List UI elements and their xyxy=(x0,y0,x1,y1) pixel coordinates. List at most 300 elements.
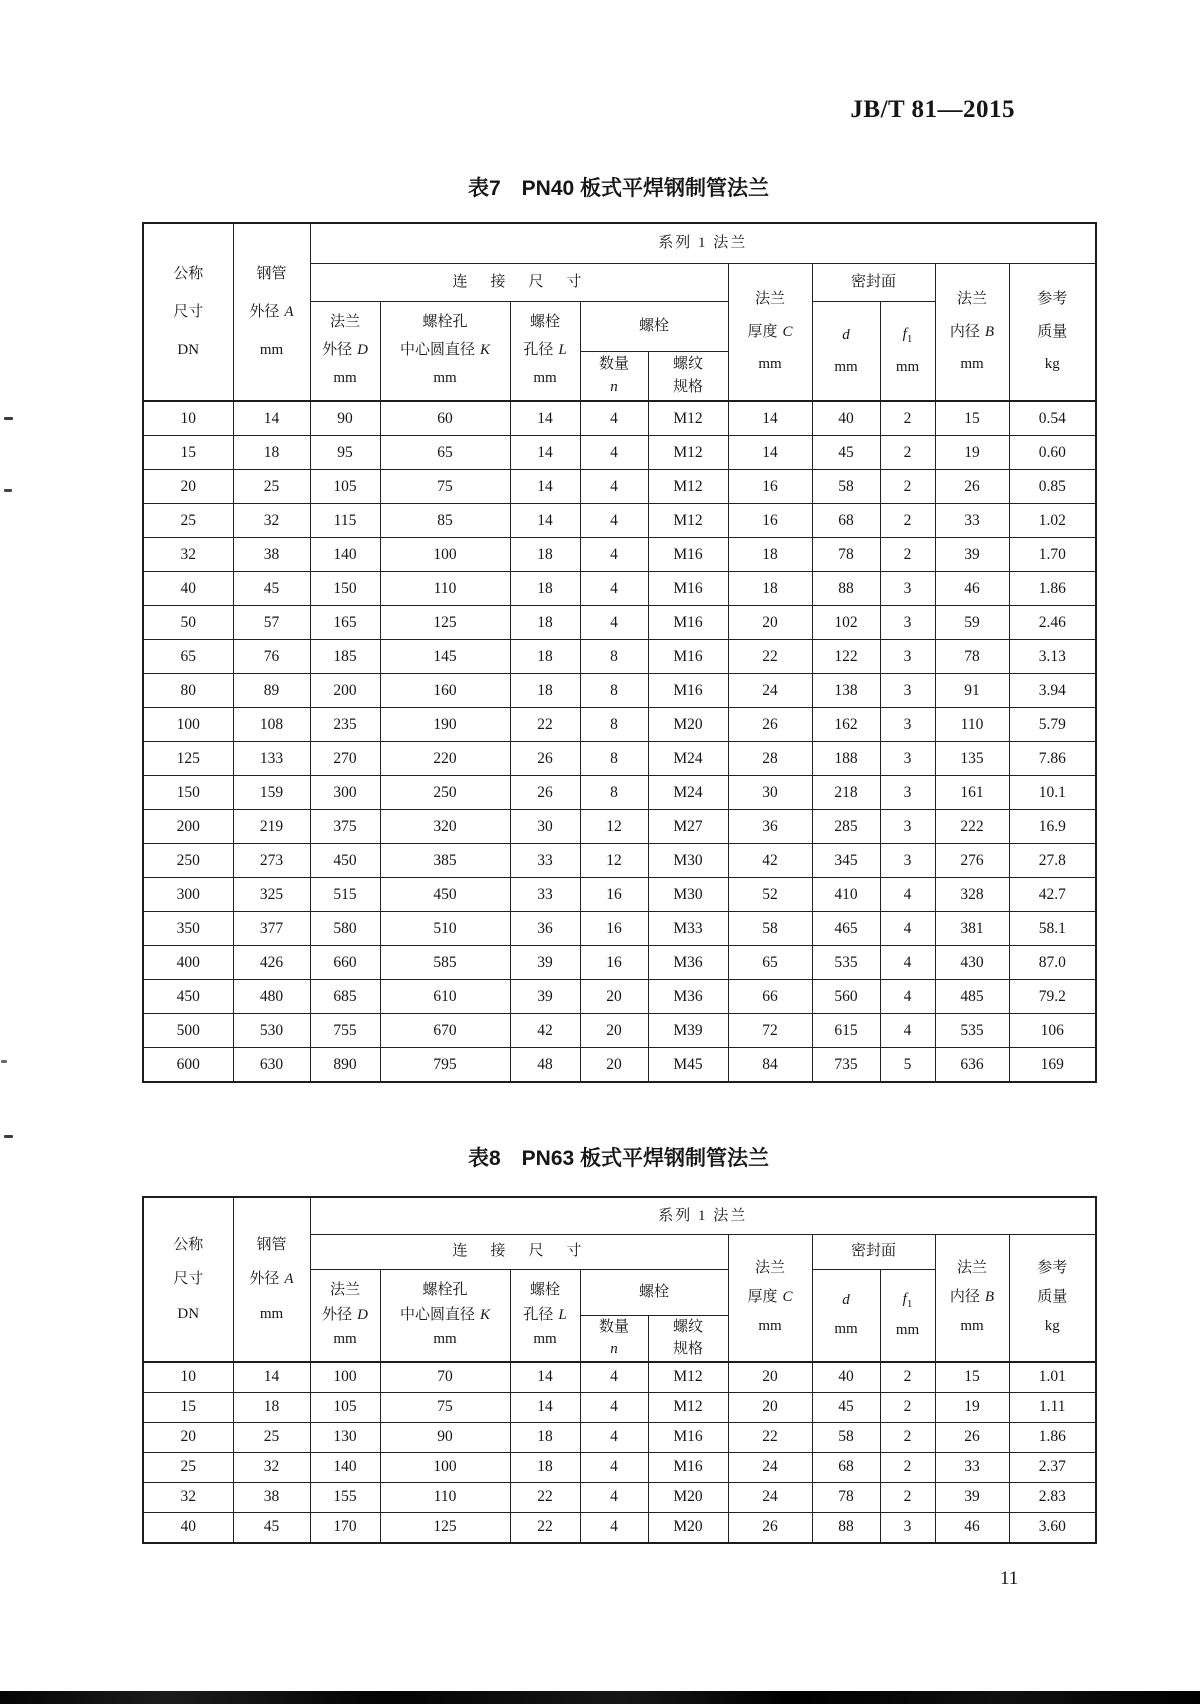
table-cell: 345 xyxy=(812,844,880,878)
table-cell: 636 xyxy=(935,1048,1009,1083)
table-cell: 169 xyxy=(1009,1048,1096,1083)
table-cell: 1.11 xyxy=(1009,1392,1096,1422)
table-cell: 125 xyxy=(143,742,233,776)
table-row xyxy=(143,401,1096,436)
table-cell: 400 xyxy=(143,946,233,980)
table-cell: 20 xyxy=(580,1014,648,1048)
table-cell: 91 xyxy=(935,674,1009,708)
table-cell: M16 xyxy=(648,1422,728,1452)
table-cell: 138 xyxy=(812,674,880,708)
col-header-seal-f1: $f_1$ mm xyxy=(880,1269,935,1362)
table7-body xyxy=(143,401,1096,1082)
col-header-bolt-circle: 螺栓孔 中心圆直径 K mm xyxy=(380,301,510,401)
table-cell: 14 xyxy=(233,401,310,436)
table-cell: 90 xyxy=(310,401,380,436)
table-cell: 26 xyxy=(510,742,580,776)
table-cell: 68 xyxy=(812,1452,880,1482)
table-cell: 2 xyxy=(880,1392,935,1422)
table-cell: M12 xyxy=(648,1392,728,1422)
col-header-flange-od: 法兰 外径 D mm xyxy=(310,1269,380,1362)
table-cell: 125 xyxy=(380,1512,510,1543)
table-row xyxy=(143,1048,1096,1083)
table-cell: 3 xyxy=(880,606,935,640)
table-cell: 2 xyxy=(880,470,935,504)
table-cell: 16 xyxy=(580,946,648,980)
table-cell: 3.13 xyxy=(1009,640,1096,674)
table-cell: 8 xyxy=(580,674,648,708)
table-cell: 5 xyxy=(880,1048,935,1083)
table-cell: 16 xyxy=(580,878,648,912)
table-cell: 250 xyxy=(143,844,233,878)
table-cell: 14 xyxy=(510,504,580,538)
table-cell: 160 xyxy=(380,674,510,708)
table-cell: 2 xyxy=(880,504,935,538)
table-cell: M16 xyxy=(648,606,728,640)
table-cell: 300 xyxy=(143,878,233,912)
table-cell: 42.7 xyxy=(1009,878,1096,912)
table-cell: M12 xyxy=(648,504,728,538)
table-cell: 15 xyxy=(935,401,1009,436)
table-cell: 108 xyxy=(233,708,310,742)
col-header-bolt-hole: 螺栓 孔径 L mm xyxy=(510,1269,580,1362)
table-cell: 38 xyxy=(233,538,310,572)
table-cell: 12 xyxy=(580,810,648,844)
table-cell: 15 xyxy=(143,1392,233,1422)
table-cell: 560 xyxy=(812,980,880,1014)
col-header-ref-mass: 参考 质量 kg xyxy=(1009,263,1096,401)
table-cell: M39 xyxy=(648,1014,728,1048)
table-cell: 18 xyxy=(510,1452,580,1482)
table-cell: 0.54 xyxy=(1009,401,1096,436)
table-cell: 4 xyxy=(880,980,935,1014)
table-cell: 3 xyxy=(880,742,935,776)
table-cell: 110 xyxy=(380,572,510,606)
table-cell: 32 xyxy=(143,538,233,572)
table-cell: 19 xyxy=(935,1392,1009,1422)
table-cell: 610 xyxy=(380,980,510,1014)
scan-artifact xyxy=(4,1135,13,1138)
table-cell: 85 xyxy=(380,504,510,538)
table-cell: 14 xyxy=(510,1392,580,1422)
table-cell: 42 xyxy=(510,1014,580,1048)
table-cell: 14 xyxy=(233,1362,310,1393)
table-cell: 30 xyxy=(510,810,580,844)
table-cell: 155 xyxy=(310,1482,380,1512)
table-cell: 24 xyxy=(728,674,812,708)
table-cell: 78 xyxy=(935,640,1009,674)
table-cell: 133 xyxy=(233,742,310,776)
table-cell: 130 xyxy=(310,1422,380,1452)
table-cell: M12 xyxy=(648,1362,728,1393)
table-cell: 33 xyxy=(935,504,1009,538)
table-cell: 480 xyxy=(233,980,310,1014)
group-header-seal-face: 密封面 xyxy=(812,1234,935,1269)
col-header-seal-f1: $f_1$ mm xyxy=(880,301,935,401)
table-cell: M27 xyxy=(648,810,728,844)
table-cell: 46 xyxy=(935,1512,1009,1543)
table-cell: 16 xyxy=(580,912,648,946)
table-row xyxy=(143,742,1096,776)
table-cell: 235 xyxy=(310,708,380,742)
table-cell: 26 xyxy=(935,1422,1009,1452)
table-cell: 220 xyxy=(380,742,510,776)
table-cell: 2.37 xyxy=(1009,1452,1096,1482)
table-cell: 10 xyxy=(143,1362,233,1393)
table-cell: 2 xyxy=(880,1422,935,1452)
table7-header xyxy=(143,223,1096,401)
table-row xyxy=(143,1452,1096,1482)
table-cell: M30 xyxy=(648,878,728,912)
table-cell: 26 xyxy=(510,776,580,810)
table-cell: 162 xyxy=(812,708,880,742)
table-cell: 28 xyxy=(728,742,812,776)
table-cell: 78 xyxy=(812,538,880,572)
table-cell: 70 xyxy=(380,1362,510,1393)
table-cell: 4 xyxy=(580,436,648,470)
table-cell: 39 xyxy=(510,980,580,1014)
table-cell: 68 xyxy=(812,504,880,538)
table-cell: 276 xyxy=(935,844,1009,878)
table-cell: 4 xyxy=(580,572,648,606)
table-cell: 10 xyxy=(143,401,233,436)
table-row xyxy=(143,674,1096,708)
table-row xyxy=(143,1482,1096,1512)
table-cell: 87.0 xyxy=(1009,946,1096,980)
table-cell: 4 xyxy=(580,1362,648,1393)
table-cell: 24 xyxy=(728,1452,812,1482)
table-cell: 165 xyxy=(310,606,380,640)
table-cell: 45 xyxy=(812,1392,880,1422)
table8-body xyxy=(143,1362,1096,1543)
page-number: 11 xyxy=(1000,1568,1019,1589)
table-row xyxy=(143,1392,1096,1422)
table-cell: 36 xyxy=(728,810,812,844)
table-cell: 58 xyxy=(728,912,812,946)
table-cell: 20 xyxy=(580,1048,648,1083)
table-cell: 40 xyxy=(143,572,233,606)
table-cell: 500 xyxy=(143,1014,233,1048)
table-cell: 32 xyxy=(233,504,310,538)
table-cell: 22 xyxy=(510,1482,580,1512)
table-cell: 25 xyxy=(233,1422,310,1452)
table-cell: 79.2 xyxy=(1009,980,1096,1014)
group-header-series1: 系列 1 法兰 xyxy=(310,223,1096,263)
table-cell: 105 xyxy=(310,1392,380,1422)
table-cell: 4 xyxy=(580,1452,648,1482)
group-header-series1: 系列 1 法兰 xyxy=(310,1197,1096,1234)
table-cell: 15 xyxy=(143,436,233,470)
table-cell: 22 xyxy=(510,708,580,742)
table-cell: 600 xyxy=(143,1048,233,1083)
table-cell: 450 xyxy=(310,844,380,878)
table-row xyxy=(143,1014,1096,1048)
table-cell: 110 xyxy=(935,708,1009,742)
table-row xyxy=(143,946,1096,980)
table-cell: 16 xyxy=(728,504,812,538)
table-cell: 20 xyxy=(143,470,233,504)
table-cell: 185 xyxy=(310,640,380,674)
table-cell: 39 xyxy=(935,1482,1009,1512)
table-cell: 3.60 xyxy=(1009,1512,1096,1543)
table-cell: 285 xyxy=(812,810,880,844)
table-cell: 20 xyxy=(728,1392,812,1422)
table-cell: 140 xyxy=(310,538,380,572)
table-cell: 410 xyxy=(812,878,880,912)
table-cell: 150 xyxy=(143,776,233,810)
table-row xyxy=(143,1422,1096,1452)
table-cell: 135 xyxy=(935,742,1009,776)
table-cell: 430 xyxy=(935,946,1009,980)
table-cell: 219 xyxy=(233,810,310,844)
table-cell: 60 xyxy=(380,401,510,436)
table-cell: 8 xyxy=(580,742,648,776)
table-cell: 3 xyxy=(880,810,935,844)
col-header-bolt-hole: 螺栓 孔径 L mm xyxy=(510,301,580,401)
table-cell: M20 xyxy=(648,708,728,742)
table-cell: 22 xyxy=(510,1512,580,1543)
table-cell: 33 xyxy=(510,844,580,878)
pn40-flange-table xyxy=(142,222,1097,1083)
table-cell: 45 xyxy=(233,572,310,606)
table-cell: 38 xyxy=(233,1482,310,1512)
col-header-nominal-size: 公称 尺寸 DN xyxy=(143,223,233,401)
table-cell: 32 xyxy=(143,1482,233,1512)
table-cell: 65 xyxy=(728,946,812,980)
col-header-bolt-circle: 螺栓孔 中心圆直径 K mm xyxy=(380,1269,510,1362)
table-cell: 14 xyxy=(510,436,580,470)
table-cell: 350 xyxy=(143,912,233,946)
table-cell: 670 xyxy=(380,1014,510,1048)
table-cell: 4 xyxy=(580,1512,648,1543)
table-cell: 510 xyxy=(380,912,510,946)
table-cell: 106 xyxy=(1009,1014,1096,1048)
table-cell: 3.94 xyxy=(1009,674,1096,708)
table-cell: 2 xyxy=(880,436,935,470)
table-cell: 145 xyxy=(380,640,510,674)
table-row xyxy=(143,640,1096,674)
table-cell: 22 xyxy=(728,1422,812,1452)
table-cell: 4 xyxy=(580,1392,648,1422)
table-cell: 3 xyxy=(880,674,935,708)
table-cell: 110 xyxy=(380,1482,510,1512)
table-cell: 890 xyxy=(310,1048,380,1083)
table-cell: 4 xyxy=(880,946,935,980)
table-cell: 170 xyxy=(310,1512,380,1543)
table-cell: 328 xyxy=(935,878,1009,912)
table-cell: 58 xyxy=(812,1422,880,1452)
table-cell: M16 xyxy=(648,1452,728,1482)
table-cell: 188 xyxy=(812,742,880,776)
table-cell: 19 xyxy=(935,436,1009,470)
table-cell: 1.86 xyxy=(1009,572,1096,606)
table-cell: 530 xyxy=(233,1014,310,1048)
table8-title: 表8 PN63 板式平焊钢制管法兰 xyxy=(467,1147,770,1170)
table-cell: 45 xyxy=(233,1512,310,1543)
table-cell: 8 xyxy=(580,640,648,674)
table-cell: 450 xyxy=(143,980,233,1014)
table-cell: 14 xyxy=(510,401,580,436)
table-cell: 200 xyxy=(143,810,233,844)
table-cell: 76 xyxy=(233,640,310,674)
table-cell: 84 xyxy=(728,1048,812,1083)
table-cell: M12 xyxy=(648,470,728,504)
table-cell: 100 xyxy=(380,538,510,572)
table-cell: 1.86 xyxy=(1009,1422,1096,1452)
table-cell: M33 xyxy=(648,912,728,946)
table-cell: M20 xyxy=(648,1512,728,1543)
table-cell: 450 xyxy=(380,878,510,912)
table-cell: 75 xyxy=(380,470,510,504)
table-cell: M16 xyxy=(648,640,728,674)
table-cell: M24 xyxy=(648,742,728,776)
table-row xyxy=(143,436,1096,470)
table-cell: M36 xyxy=(648,946,728,980)
table-cell: 755 xyxy=(310,1014,380,1048)
table-cell: 4 xyxy=(880,912,935,946)
table-cell: 26 xyxy=(935,470,1009,504)
table-cell: 52 xyxy=(728,878,812,912)
group-header-bolt: 螺栓 xyxy=(580,301,728,351)
table-cell: 2 xyxy=(880,1362,935,1393)
table-row xyxy=(143,844,1096,878)
table-cell: 36 xyxy=(510,912,580,946)
table-cell: 161 xyxy=(935,776,1009,810)
table-cell: 40 xyxy=(143,1512,233,1543)
scan-edge-bar xyxy=(0,1691,1200,1704)
table-cell: 585 xyxy=(380,946,510,980)
table-cell: 465 xyxy=(812,912,880,946)
scan-artifact xyxy=(1,1060,7,1063)
scan-artifact xyxy=(4,489,12,492)
table-cell: 660 xyxy=(310,946,380,980)
table-cell: 14 xyxy=(510,470,580,504)
table-cell: 39 xyxy=(510,946,580,980)
table-cell: 218 xyxy=(812,776,880,810)
table-cell: 385 xyxy=(380,844,510,878)
table-cell: 22 xyxy=(728,640,812,674)
table-cell: 18 xyxy=(728,538,812,572)
table-row xyxy=(143,1512,1096,1543)
table-cell: 4 xyxy=(580,470,648,504)
table-cell: M30 xyxy=(648,844,728,878)
table-row xyxy=(143,1362,1096,1393)
col-header-pipe-od: 钢管 外径 A mm xyxy=(233,223,310,401)
table-cell: 100 xyxy=(380,1452,510,1482)
table-cell: 8 xyxy=(580,708,648,742)
table-row xyxy=(143,980,1096,1014)
table-cell: 15 xyxy=(935,1362,1009,1393)
table-cell: 25 xyxy=(143,1452,233,1482)
table-cell: M16 xyxy=(648,538,728,572)
table-cell: 72 xyxy=(728,1014,812,1048)
table-cell: 4 xyxy=(580,538,648,572)
col-header-nominal-size: 公称 尺寸 DN xyxy=(143,1197,233,1362)
table-cell: 7.86 xyxy=(1009,742,1096,776)
table-cell: 48 xyxy=(510,1048,580,1083)
table-cell: 25 xyxy=(143,504,233,538)
table-cell: 88 xyxy=(812,572,880,606)
table-cell: 39 xyxy=(935,538,1009,572)
table-cell: 14 xyxy=(728,401,812,436)
table-cell: 535 xyxy=(935,1014,1009,1048)
table-cell: 100 xyxy=(310,1362,380,1393)
table-cell: 18 xyxy=(510,640,580,674)
table-cell: 57 xyxy=(233,606,310,640)
table-cell: 1.02 xyxy=(1009,504,1096,538)
table-cell: 5.79 xyxy=(1009,708,1096,742)
table-cell: 14 xyxy=(728,436,812,470)
table-cell: 3 xyxy=(880,708,935,742)
table-cell: 4 xyxy=(580,504,648,538)
table-cell: 300 xyxy=(310,776,380,810)
table-cell: 26 xyxy=(728,1512,812,1543)
table-cell: 381 xyxy=(935,912,1009,946)
group-header-bolt: 螺栓 xyxy=(580,1269,728,1315)
table-cell: M45 xyxy=(648,1048,728,1083)
table-cell: 0.85 xyxy=(1009,470,1096,504)
table-cell: 3 xyxy=(880,1512,935,1543)
table-cell: 16 xyxy=(728,470,812,504)
table-cell: 630 xyxy=(233,1048,310,1083)
table-cell: 2 xyxy=(880,1452,935,1482)
table-cell: M16 xyxy=(648,674,728,708)
table-cell: 1.70 xyxy=(1009,538,1096,572)
table-cell: 65 xyxy=(380,436,510,470)
table-cell: 2.83 xyxy=(1009,1482,1096,1512)
table-cell: 40 xyxy=(812,1362,880,1393)
table-cell: 795 xyxy=(380,1048,510,1083)
table-cell: 4 xyxy=(880,1014,935,1048)
table-cell: 580 xyxy=(310,912,380,946)
table-cell: 535 xyxy=(812,946,880,980)
table-cell: 615 xyxy=(812,1014,880,1048)
table-cell: 25 xyxy=(233,470,310,504)
table-cell: 140 xyxy=(310,1452,380,1482)
table-cell: 426 xyxy=(233,946,310,980)
table-cell: 30 xyxy=(728,776,812,810)
table-cell: 250 xyxy=(380,776,510,810)
table-cell: 3 xyxy=(880,640,935,674)
table-cell: 20 xyxy=(580,980,648,1014)
table-cell: 46 xyxy=(935,572,1009,606)
table-cell: 3 xyxy=(880,844,935,878)
table-cell: 3 xyxy=(880,572,935,606)
table-cell: 88 xyxy=(812,1512,880,1543)
table-cell: 515 xyxy=(310,878,380,912)
table-cell: M24 xyxy=(648,776,728,810)
table-cell: 45 xyxy=(812,436,880,470)
table-cell: 26 xyxy=(728,708,812,742)
table-cell: 18 xyxy=(510,572,580,606)
table-cell: M16 xyxy=(648,572,728,606)
table-cell: 80 xyxy=(143,674,233,708)
table-cell: 100 xyxy=(143,708,233,742)
table-cell: 273 xyxy=(233,844,310,878)
table-cell: 150 xyxy=(310,572,380,606)
table-cell: 75 xyxy=(380,1392,510,1422)
col-header-bolt-qty: 数量 n xyxy=(580,351,648,401)
table-row xyxy=(143,878,1096,912)
col-header-flange-thickness: 法兰 厚度 C mm xyxy=(728,263,812,401)
table7-title: 表7 PN40 板式平焊钢制管法兰 xyxy=(467,177,770,200)
table-cell: 125 xyxy=(380,606,510,640)
table-cell: M12 xyxy=(648,436,728,470)
table-cell: 115 xyxy=(310,504,380,538)
table-cell: M36 xyxy=(648,980,728,1014)
table-cell: 485 xyxy=(935,980,1009,1014)
table-cell: 66 xyxy=(728,980,812,1014)
table-cell: 18 xyxy=(510,538,580,572)
